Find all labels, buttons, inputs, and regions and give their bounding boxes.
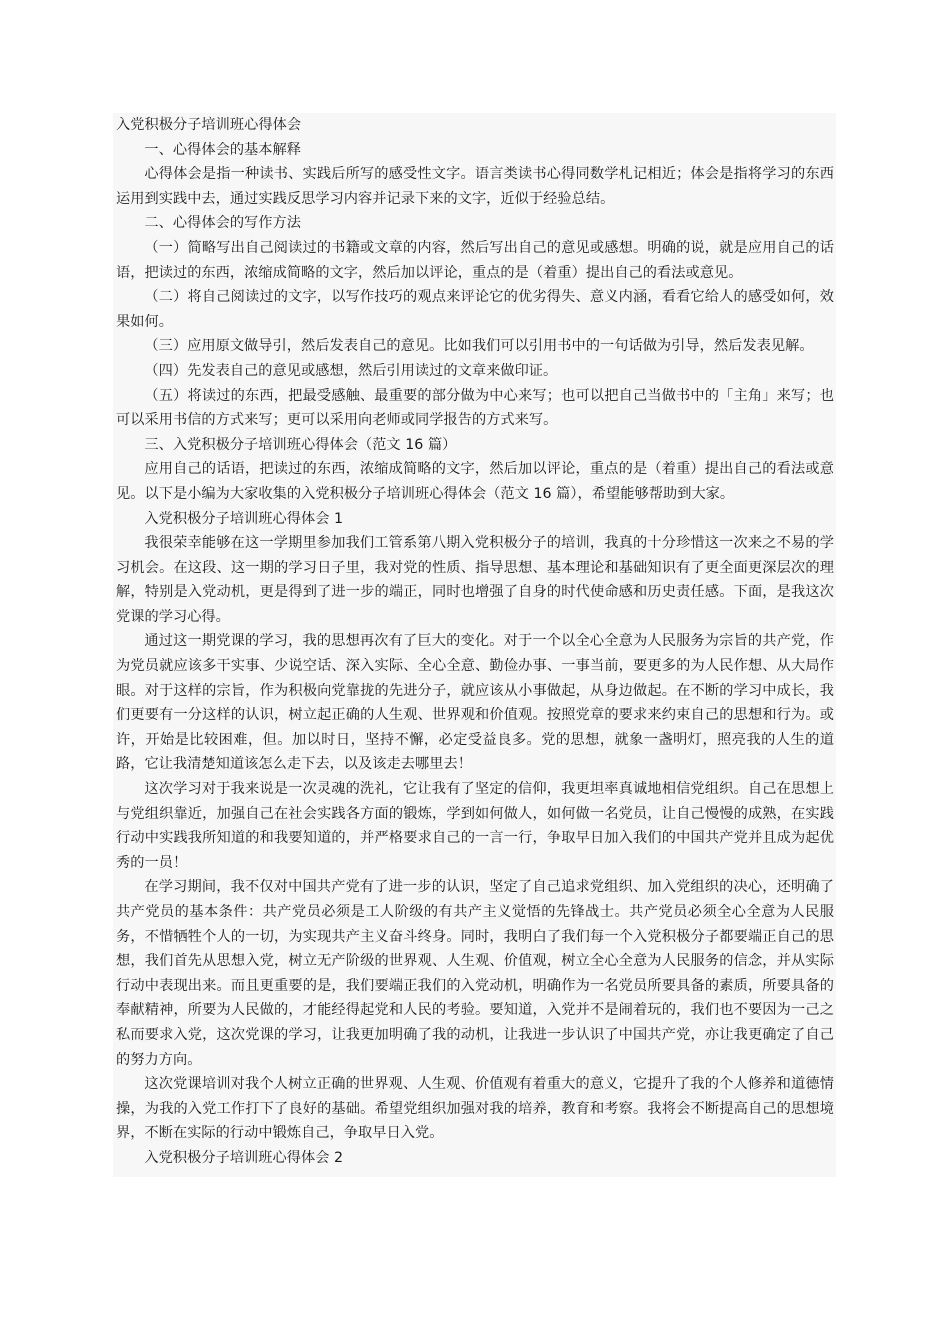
method-item-4: （四）先发表自己的意见或感想，然后引用读过的文章来做印证。 (144, 362, 558, 379)
section-heading-3: 三、入党积极分子培训班心得体会（范文 16 篇） (144, 436, 457, 453)
paragraph-definition: 心得体会是指一种读书、实践后所写的感受性文字。语言类读书心得同数学札记相近；体会是指将学习的东西运用到实践中去，通过实践反思学习内容并记录下来的文字，近似于经验总结。 (116, 166, 834, 207)
document-body (113, 113, 836, 1177)
essay-1-paragraph-5: 这次党课培训对我个人树立正确的世界观、人生观、价值观有着重大的意义，它提升了我的个人修养和道德情操，为我的入党工作打下了良好的基础。希望党组织加强对我的培养，教育和考察。我将会不断提高自己的思想境界，不断在实际的行动中锻炼自己，争取早日入党。 (116, 1076, 834, 1142)
essay-heading-2: 入党积极分子培训班心得体会 2 (144, 1149, 344, 1166)
paragraph-intro: 应用自己的话语，把读过的东西，浓缩成简略的文字，然后加以评论，重点的是（着重）提出自己的看法或意见。以下是小编为大家收集的入党积极分子培训班心得体会（范文 16 篇），希望能够帮助到大家。 (116, 461, 834, 502)
method-item-3: （三）应用原文做导引，然后发表自己的意见。比如我们可以引用书中的一句话做为引导，然后发表见解。 (144, 338, 814, 355)
essay-1-paragraph-2: 通过这一期党课的学习，我的思想再次有了巨大的变化。对于一个以全心全意为人民服务为宗旨的共产党，作为党员就应该多干实事、少说空话、深入实际、全心全意、勤俭办事、一事当前，要更多的为人民作想、从大局作眼。对于这样的宗旨，作为积极向党靠拢的先进分子，就应该从小事做起，从身边做起。在不断的学习中成长，我们更要有一分这样的认识，树立起正确的人生观、世界观和价值观。按照党章的要求来约束自己的思想和行为。或许，开始是比较困难，但。加以时日，坚持不懈，必定受益良多。党的思想，就象一盏明灯，照亮我的人生的道路，它让我清楚知道该怎么走下去，以及该走去哪里去！ (116, 633, 834, 773)
method-item-5: （五）将读过的东西，把最受感触、最重要的部分做为中心来写；也可以把自己当做书中的「主角」来写；也可以采用书信的方式来写；更可以采用向老师或同学报告的方式来写。 (116, 387, 834, 429)
essay-1-paragraph-3: 这次学习对于我来说是一次灵魂的洗礼，它让我有了坚定的信仰，我更坦率真诚地相信党组织。自己在思想上与党组织靠近，加强自己在社会实践各方面的锻炼，学到如何做人，如何做一名党员，让自己慢慢的成熟，在实践行动中实践我所知道的和我要知道的，并严格要求自己的一言一行，争取早日加入我们的中国共产党并且成为起优秀的一员！ (116, 781, 834, 871)
essay-1-paragraph-4: 在学习期间，我不仅对中国共产党有了进一步的认识，坚定了自己追求党组织、加入党组织的决心，还明确了共产党员的基本条件：共产党员必须是工人阶级的有共产主义觉悟的先锋战士。共产党员必须全心全意为人民服务，不惜牺牲个人的一切，为实现共产主义奋斗终身。同时，我明白了我们每一个入党积极分子都要端正自己的思想，我们首先从思想入党，树立无产阶级的世界观、人生观、价值观，树立全心全意为人民服务的信念，并从实际行动中表现出来。而且更重要的是，我们要端正我们的入党动机，明确作为一名党员所要具备的素质，所要具备的奉献精神，所要为人民做的，才能经得起党和人民的考验。要知道，入党并不是闹着玩的，我们也不要因为一己之私而要求入党，这次党课的学习，让我更加明确了我的动机，让我进一步认识了中国共产党，亦让我更确定了自己的努力方向。 (116, 879, 834, 1068)
essay-heading-1: 入党积极分子培训班心得体会 1 (144, 510, 344, 527)
section-heading-1: 一、心得体会的基本解释 (144, 141, 302, 158)
method-item-1: （一）简略写出自己阅读过的书籍或文章的内容，然后写出自己的意见或感想。明确的说，就是应用自己的话语，把读过的东西，浓缩成简略的文字，然后加以评论，重点的是（着重）提出自己的看法或意见。 (116, 239, 834, 281)
method-item-2: （二）将自己阅读过的文字，以写作技巧的观点来评论它的优劣得失、意义内涵，看看它给人的感受如何，效果如何。 (116, 289, 834, 330)
essay-1-paragraph-1: 我很荣幸能够在这一学期里参加我们工管系第八期入党积极分子的培训，我真的十分珍惜这一次来之不易的学习机会。在这段、这一期的学习日子里，我对党的性质、指导思想、基本理论和基础知识有了更全面更深层次的理解，特别是入党动机，更是得到了进一步的端正，同时也增强了自身的时代使命感和历史责任感。下面，是我这次党课的学习心得。 (116, 535, 834, 625)
document-title: 入党积极分子培训班心得体会 (116, 117, 302, 133)
section-heading-2: 二、心得体会的写作方法 (144, 215, 302, 232)
